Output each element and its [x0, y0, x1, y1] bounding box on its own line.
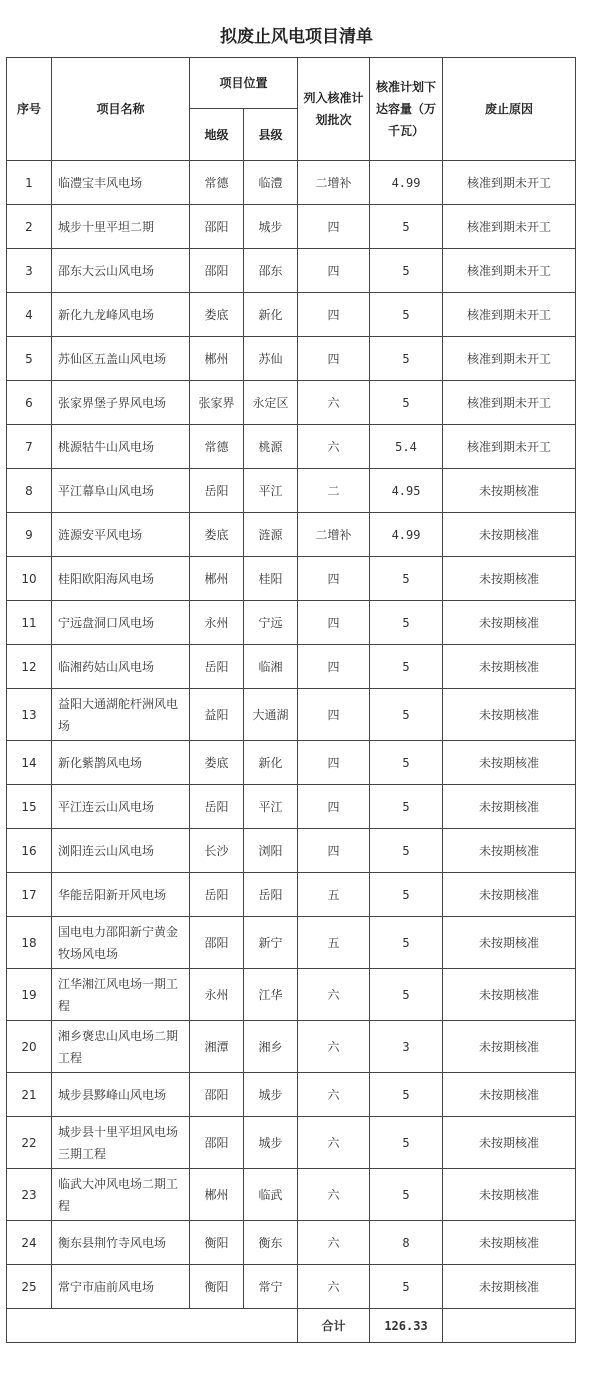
- cell-city: 岳阳: [190, 645, 244, 689]
- cell-reason: 未按期核准: [443, 969, 576, 1021]
- table-row: [7, 1073, 576, 1117]
- cell-seq: 1: [7, 161, 52, 205]
- cell-reason: 核准到期未开工: [443, 337, 576, 381]
- cell-capacity: 5: [370, 829, 443, 873]
- table-row: [7, 381, 576, 425]
- cell-city: 郴州: [190, 1169, 244, 1221]
- cell-county: 平江: [244, 469, 298, 513]
- cell-city: 娄底: [190, 293, 244, 337]
- cell-county: 岳阳: [244, 873, 298, 917]
- cell-city: 邵阳: [190, 1073, 244, 1117]
- cell-county: 湘乡: [244, 1021, 298, 1073]
- cell-seq: 15: [7, 785, 52, 829]
- cell-seq: 23: [7, 1169, 52, 1221]
- cell-seq: 20: [7, 1021, 52, 1073]
- cell-county: 新化: [244, 741, 298, 785]
- cell-city: 郴州: [190, 557, 244, 601]
- cell-seq: 11: [7, 601, 52, 645]
- cell-batch: 四: [298, 741, 370, 785]
- cell-capacity: 5: [370, 741, 443, 785]
- cell-city: 常德: [190, 425, 244, 469]
- cell-batch: 六: [298, 425, 370, 469]
- cell-capacity: 5: [370, 785, 443, 829]
- cell-name: 国电电力邵阳新宁黄金牧场风电场: [52, 917, 190, 969]
- cell-batch: 六: [298, 1021, 370, 1073]
- header-location: 项目位置: [190, 58, 298, 109]
- cell-capacity: 5: [370, 557, 443, 601]
- cell-name: 苏仙区五盖山风电场: [52, 337, 190, 381]
- cell-county: 衡东: [244, 1221, 298, 1265]
- cell-reason: 未按期核准: [443, 557, 576, 601]
- cell-name: 湘乡褒忠山风电场二期工程: [52, 1021, 190, 1073]
- table-row: [7, 557, 576, 601]
- total-label: 合计: [298, 1309, 370, 1343]
- cell-seq: 21: [7, 1073, 52, 1117]
- page-title: 拟废止风电项目清单: [220, 27, 373, 47]
- cell-capacity: 5: [370, 381, 443, 425]
- cell-county: 桃源: [244, 425, 298, 469]
- cell-city: 益阳: [190, 689, 244, 741]
- cell-capacity: 5: [370, 1073, 443, 1117]
- cell-capacity: 5: [370, 873, 443, 917]
- cell-reason: 核准到期未开工: [443, 205, 576, 249]
- cell-reason: 未按期核准: [443, 689, 576, 741]
- cell-city: 岳阳: [190, 873, 244, 917]
- cell-seq: 7: [7, 425, 52, 469]
- table-row: [7, 873, 576, 917]
- table-row: [7, 293, 576, 337]
- cell-seq: 14: [7, 741, 52, 785]
- cell-capacity: 5: [370, 1117, 443, 1169]
- cell-seq: 9: [7, 513, 52, 557]
- cell-reason: 未按期核准: [443, 1221, 576, 1265]
- cell-reason: 未按期核准: [443, 741, 576, 785]
- cell-reason: 未按期核准: [443, 1169, 576, 1221]
- cell-batch: 四: [298, 689, 370, 741]
- cell-seq: 2: [7, 205, 52, 249]
- cell-county: 大通湖: [244, 689, 298, 741]
- cell-batch: 四: [298, 205, 370, 249]
- cell-capacity: 5: [370, 1169, 443, 1221]
- table-row: [7, 1221, 576, 1265]
- table-row: [7, 1021, 576, 1073]
- cell-name: 平江幕阜山风电场: [52, 469, 190, 513]
- table-row: [7, 337, 576, 381]
- cell-capacity: 5: [370, 1265, 443, 1309]
- cell-name: 华能岳阳新开风电场: [52, 873, 190, 917]
- cell-county: 常宁: [244, 1265, 298, 1309]
- cell-name: 衡东县荆竹寺风电场: [52, 1221, 190, 1265]
- cell-capacity: 5.4: [370, 425, 443, 469]
- cell-name: 平江连云山风电场: [52, 785, 190, 829]
- cell-capacity: 5: [370, 293, 443, 337]
- cell-city: 岳阳: [190, 469, 244, 513]
- cell-reason: 未按期核准: [443, 601, 576, 645]
- table-row: [7, 689, 576, 741]
- cell-batch: 五: [298, 917, 370, 969]
- cell-reason: 核准到期未开工: [443, 425, 576, 469]
- total-row: [7, 1309, 576, 1343]
- cell-batch: 六: [298, 1221, 370, 1265]
- cell-name: 新化紫鹊风电场: [52, 741, 190, 785]
- cell-city: 娄底: [190, 741, 244, 785]
- cell-batch: 四: [298, 601, 370, 645]
- cell-reason: 核准到期未开工: [443, 293, 576, 337]
- cell-name: 益阳大通湖舵杆洲风电场: [52, 689, 190, 741]
- cell-reason: 未按期核准: [443, 513, 576, 557]
- cell-capacity: 5: [370, 645, 443, 689]
- cell-county: 城步: [244, 205, 298, 249]
- cell-name: 城步十里平坦二期: [52, 205, 190, 249]
- cell-capacity: 5: [370, 917, 443, 969]
- cell-reason: 未按期核准: [443, 1265, 576, 1309]
- cell-batch: 四: [298, 249, 370, 293]
- header-name: 项目名称: [52, 58, 190, 161]
- cell-city: 常德: [190, 161, 244, 205]
- table-body: [7, 161, 576, 1309]
- cell-capacity: 3: [370, 1021, 443, 1073]
- cell-seq: 6: [7, 381, 52, 425]
- cell-seq: 24: [7, 1221, 52, 1265]
- table-row: [7, 205, 576, 249]
- cell-city: 湘潭: [190, 1021, 244, 1073]
- cell-batch: 四: [298, 293, 370, 337]
- cell-county: 浏阳: [244, 829, 298, 873]
- table-row: [7, 1169, 576, 1221]
- cell-seq: 18: [7, 917, 52, 969]
- cell-batch: 五: [298, 873, 370, 917]
- cell-name: 临湘药姑山风电场: [52, 645, 190, 689]
- cell-county: 临武: [244, 1169, 298, 1221]
- cell-name: 邵东大云山风电场: [52, 249, 190, 293]
- cell-seq: 3: [7, 249, 52, 293]
- cell-city: 岳阳: [190, 785, 244, 829]
- table-row: [7, 469, 576, 513]
- cell-batch: 二: [298, 469, 370, 513]
- cell-name: 城步县黟峰山风电场: [52, 1073, 190, 1117]
- cell-reason: 未按期核准: [443, 469, 576, 513]
- cell-seq: 8: [7, 469, 52, 513]
- cell-county: 新宁: [244, 917, 298, 969]
- cell-seq: 17: [7, 873, 52, 917]
- cell-seq: 25: [7, 1265, 52, 1309]
- cell-county: 永定区: [244, 381, 298, 425]
- table-row: [7, 1117, 576, 1169]
- cell-batch: 六: [298, 969, 370, 1021]
- cell-seq: 12: [7, 645, 52, 689]
- total-value: 126.33: [370, 1309, 443, 1343]
- cell-county: 城步: [244, 1073, 298, 1117]
- cell-city: 邵阳: [190, 1117, 244, 1169]
- table-row: [7, 161, 576, 205]
- header-city: 地级: [190, 109, 244, 161]
- cell-county: 桂阳: [244, 557, 298, 601]
- cell-reason: 未按期核准: [443, 785, 576, 829]
- table-row: [7, 917, 576, 969]
- cell-city: 邵阳: [190, 249, 244, 293]
- cell-capacity: 8: [370, 1221, 443, 1265]
- cell-city: 长沙: [190, 829, 244, 873]
- cell-seq: 16: [7, 829, 52, 873]
- cell-county: 苏仙: [244, 337, 298, 381]
- table-row: [7, 829, 576, 873]
- header-seq: 序号: [7, 58, 52, 161]
- cell-name: 桂阳欧阳海风电场: [52, 557, 190, 601]
- cell-seq: 10: [7, 557, 52, 601]
- table-row: [7, 645, 576, 689]
- cell-seq: 5: [7, 337, 52, 381]
- cell-county: 江华: [244, 969, 298, 1021]
- table-row: [7, 601, 576, 645]
- cell-reason: 未按期核准: [443, 1021, 576, 1073]
- table-row: [7, 513, 576, 557]
- table-row: [7, 741, 576, 785]
- cell-reason: 核准到期未开工: [443, 161, 576, 205]
- cell-batch: 六: [298, 1117, 370, 1169]
- project-table: [6, 57, 576, 1343]
- cell-county: 涟源: [244, 513, 298, 557]
- cell-capacity: 5: [370, 969, 443, 1021]
- cell-name: 张家界堡子界风电场: [52, 381, 190, 425]
- cell-capacity: 5: [370, 689, 443, 741]
- cell-name: 新化九龙峰风电场: [52, 293, 190, 337]
- cell-batch: 四: [298, 337, 370, 381]
- cell-city: 永州: [190, 969, 244, 1021]
- cell-seq: 13: [7, 689, 52, 741]
- table-row: [7, 1265, 576, 1309]
- cell-reason: 核准到期未开工: [443, 249, 576, 293]
- cell-capacity: 5: [370, 205, 443, 249]
- cell-city: 衡阳: [190, 1265, 244, 1309]
- cell-seq: 19: [7, 969, 52, 1021]
- cell-name: 宁远盘洞口风电场: [52, 601, 190, 645]
- cell-batch: 四: [298, 785, 370, 829]
- cell-seq: 22: [7, 1117, 52, 1169]
- cell-capacity: 5: [370, 337, 443, 381]
- cell-city: 邵阳: [190, 205, 244, 249]
- cell-capacity: 5: [370, 601, 443, 645]
- header-batch: 列入核准计划批次: [298, 58, 370, 161]
- cell-batch: 六: [298, 1073, 370, 1117]
- cell-name: 桃源牯牛山风电场: [52, 425, 190, 469]
- cell-reason: 核准到期未开工: [443, 381, 576, 425]
- cell-name: 涟源安平风电场: [52, 513, 190, 557]
- cell-batch: 二增补: [298, 161, 370, 205]
- cell-city: 邵阳: [190, 917, 244, 969]
- header-county: 县级: [244, 109, 298, 161]
- cell-seq: 4: [7, 293, 52, 337]
- cell-capacity: 5: [370, 249, 443, 293]
- table-row: [7, 425, 576, 469]
- cell-capacity: 4.95: [370, 469, 443, 513]
- cell-county: 城步: [244, 1117, 298, 1169]
- cell-county: 临澧: [244, 161, 298, 205]
- cell-name: 常宁市庙前风电场: [52, 1265, 190, 1309]
- cell-city: 郴州: [190, 337, 244, 381]
- table-row: [7, 249, 576, 293]
- cell-county: 平江: [244, 785, 298, 829]
- header-capacity: 核准计划下达容量（万千瓦）: [370, 58, 443, 161]
- cell-reason: 未按期核准: [443, 1073, 576, 1117]
- cell-reason: 未按期核准: [443, 645, 576, 689]
- cell-batch: 四: [298, 645, 370, 689]
- cell-city: 张家界: [190, 381, 244, 425]
- cell-city: 永州: [190, 601, 244, 645]
- cell-capacity: 4.99: [370, 161, 443, 205]
- cell-city: 娄底: [190, 513, 244, 557]
- cell-name: 城步县十里平坦风电场三期工程: [52, 1117, 190, 1169]
- cell-batch: 六: [298, 1265, 370, 1309]
- cell-name: 临澧宝丰风电场: [52, 161, 190, 205]
- cell-batch: 六: [298, 381, 370, 425]
- cell-county: 临湘: [244, 645, 298, 689]
- cell-name: 江华湘江风电场一期工程: [52, 969, 190, 1021]
- total-spacer: [7, 1309, 298, 1343]
- cell-reason: 未按期核准: [443, 917, 576, 969]
- cell-reason: 未按期核准: [443, 829, 576, 873]
- cell-reason: 未按期核准: [443, 1117, 576, 1169]
- cell-name: 临武大冲风电场二期工程: [52, 1169, 190, 1221]
- header-reason: 废止原因: [443, 58, 576, 161]
- cell-name: 浏阳连云山风电场: [52, 829, 190, 873]
- cell-county: 邵东: [244, 249, 298, 293]
- cell-capacity: 4.99: [370, 513, 443, 557]
- cell-batch: 六: [298, 1169, 370, 1221]
- total-blank: [443, 1309, 576, 1343]
- cell-reason: 未按期核准: [443, 873, 576, 917]
- cell-batch: 二增补: [298, 513, 370, 557]
- cell-city: 衡阳: [190, 1221, 244, 1265]
- cell-county: 宁远: [244, 601, 298, 645]
- cell-batch: 四: [298, 557, 370, 601]
- cell-batch: 四: [298, 829, 370, 873]
- table-row: [7, 785, 576, 829]
- cell-county: 新化: [244, 293, 298, 337]
- table-row: [7, 969, 576, 1021]
